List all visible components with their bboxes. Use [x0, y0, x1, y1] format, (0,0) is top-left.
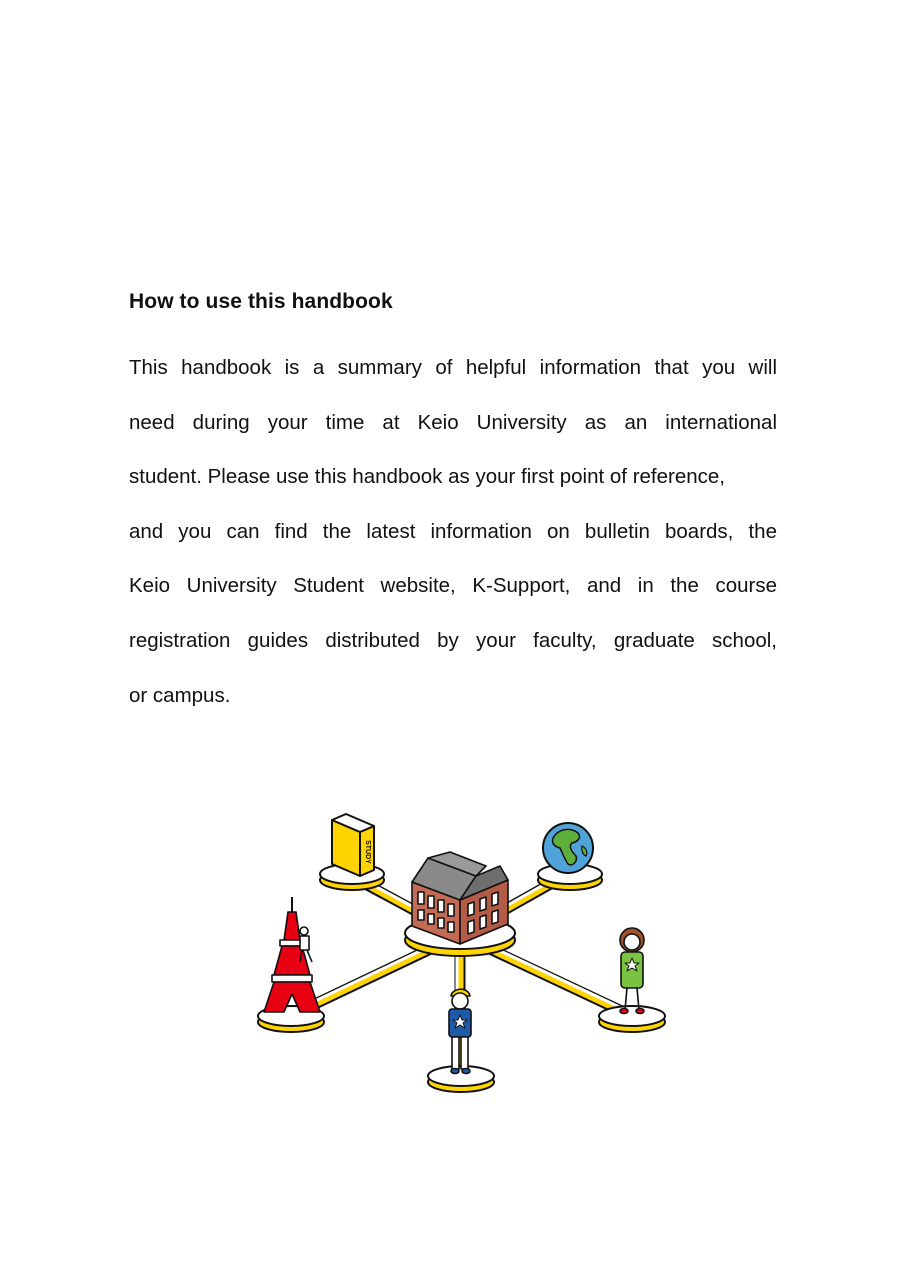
globe-icon: [543, 823, 593, 873]
female-student-icon: [620, 928, 644, 1014]
section-heading: How to use this handbook: [129, 290, 393, 313]
campus-network-illustration: [250, 800, 670, 1100]
paragraph-line-3: student. Please use this handbook as your first point of reference,: [129, 465, 725, 489]
library-building-icon: [412, 852, 508, 944]
paragraph-line-2: need during your time at Keio University as an international: [129, 410, 777, 434]
paragraph-line-5: Keio University Student website, K-Support, and in the course: [129, 574, 777, 598]
paragraph-line-4: and you can find the latest information on bulletin boards, the: [129, 519, 777, 543]
tokyo-tower-icon: [264, 897, 320, 1012]
body-paragraph: [129, 341, 777, 723]
study-book-icon: [332, 814, 374, 876]
paragraph-line-6: registration guides distributed by your faculty, graduate school,: [129, 628, 777, 652]
book-spine-text: STUDY: [364, 840, 371, 864]
paragraph-line-7: or campus.: [129, 683, 231, 707]
paragraph-line-1: This handbook is a summary of helpful information that you will: [129, 356, 777, 379]
